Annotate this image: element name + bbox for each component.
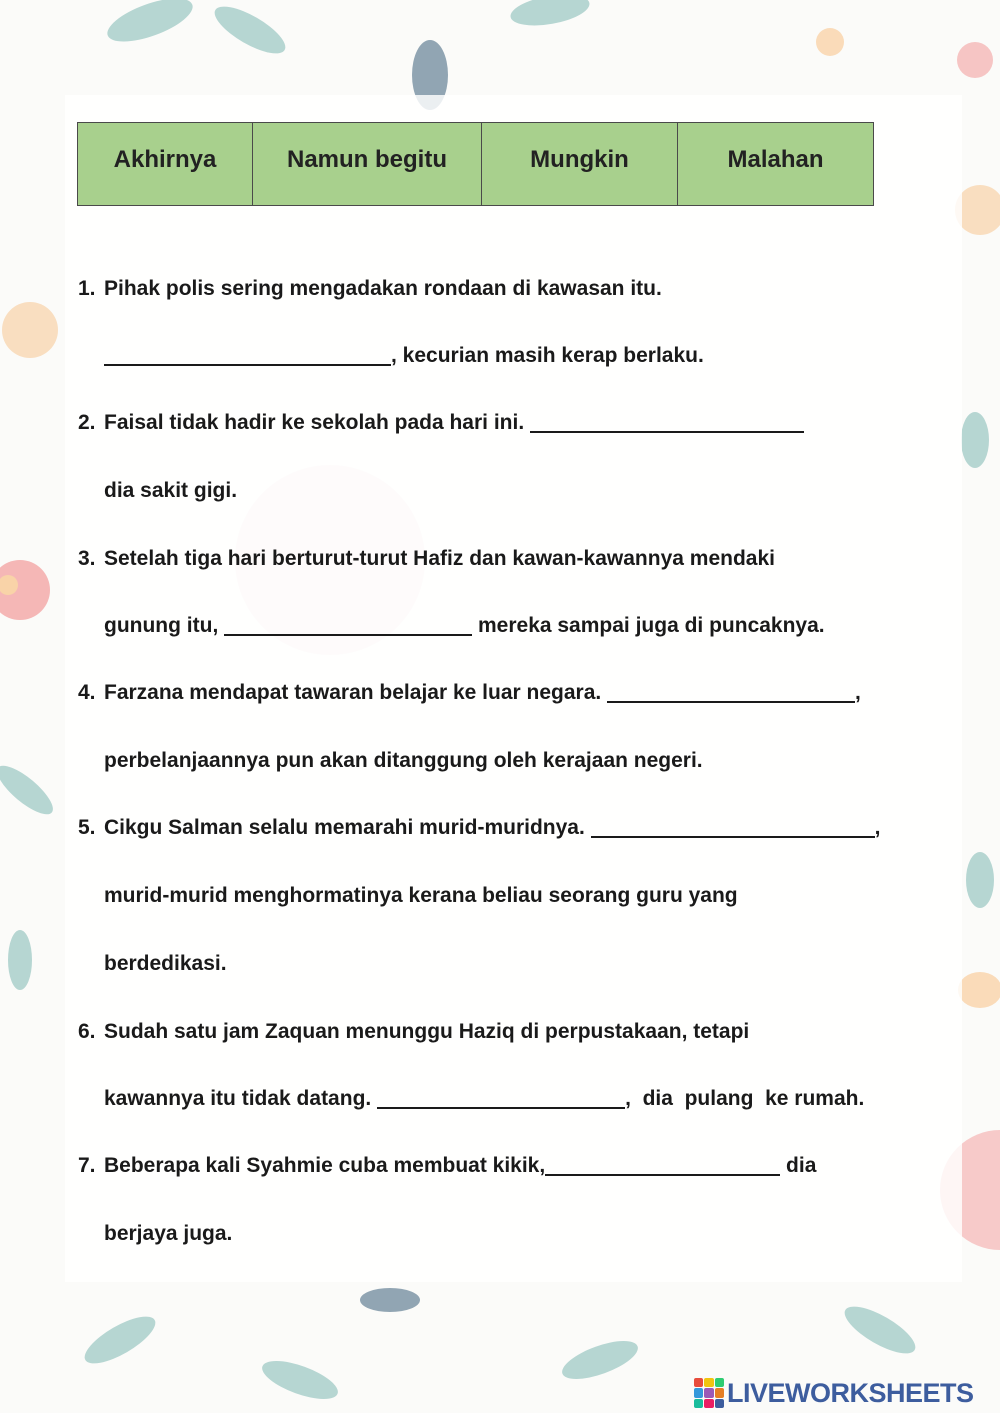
question-text: Farzana mendapat tawaran belajar ke luar negara. <box>104 681 602 704</box>
question-line <box>104 680 861 706</box>
question-text: , <box>855 681 861 704</box>
question-text: , kecurian masih kerap berlaku. <box>391 344 704 367</box>
word-bank-cell[interactable]: Akhirnya <box>78 123 253 206</box>
question-text: Setelah tiga hari berturut-turut Hafiz dan kawan-kawannya mendaki <box>104 547 775 570</box>
question-text: berjaya juga. <box>104 1222 233 1245</box>
question-text: dia <box>786 1154 817 1177</box>
word-bank-table <box>77 122 874 206</box>
word-bank-cell[interactable]: Mungkin <box>482 123 678 206</box>
question-line <box>104 343 704 369</box>
word-bank-cell[interactable]: Namun begitu <box>253 123 482 206</box>
answer-blank[interactable] <box>104 344 391 366</box>
question-text: berdedikasi. <box>104 952 227 975</box>
answer-blank[interactable] <box>591 816 875 838</box>
question-number: 7. <box>78 1154 96 1177</box>
question-text: Sudah satu jam Zaquan menunggu Haziq di perpustakaan, tetapi <box>104 1020 750 1043</box>
question-text: Cikgu Salman selalu memarahi murid-muridnya. <box>104 816 585 839</box>
logo-text: LIVEWORKSHEETS <box>727 1377 974 1408</box>
question-number: 2. <box>78 411 96 434</box>
answer-blank[interactable] <box>607 681 855 703</box>
question-text: perbelanjaannya pun akan ditanggung oleh kerajaan negeri. <box>104 749 703 772</box>
question-text: murid-murid menghormatinya kerana beliau seorang guru yang <box>104 884 738 907</box>
question-text: Beberapa kali Syahmie cuba membuat kikik, <box>104 1154 546 1177</box>
question-number: 5. <box>78 816 96 839</box>
logo-icon <box>694 1378 724 1408</box>
question-text: mereka sampai juga di puncaknya. <box>477 614 825 637</box>
question-line <box>104 410 804 436</box>
question-line <box>104 815 881 841</box>
question-text: gunung itu, <box>104 614 219 637</box>
question-number: 3. <box>78 547 96 570</box>
question-text: dia sakit gigi. <box>104 479 238 502</box>
question-text: , <box>874 816 881 839</box>
answer-blank[interactable] <box>224 614 472 636</box>
question-text: , dia pulang ke rumah. <box>625 1087 865 1110</box>
question-text: Pihak polis sering mengadakan rondaan di kawasan itu. <box>104 277 662 300</box>
word-bank-cell[interactable]: Malahan <box>678 123 874 206</box>
question-text: Faisal tidak hadir ke sekolah pada hari ini. <box>104 411 525 434</box>
answer-blank[interactable] <box>545 1154 780 1176</box>
question-number: 1. <box>78 277 96 300</box>
question-text: kawannya itu tidak datang. <box>104 1087 372 1110</box>
question-line <box>104 1153 816 1179</box>
answer-blank[interactable] <box>530 411 804 433</box>
answer-blank[interactable] <box>377 1087 625 1109</box>
question-number: 6. <box>78 1020 96 1043</box>
question-line <box>104 1086 864 1112</box>
question-line <box>104 613 825 639</box>
question-number: 4. <box>78 681 96 704</box>
liveworksheets-logo[interactable] <box>694 1375 974 1411</box>
